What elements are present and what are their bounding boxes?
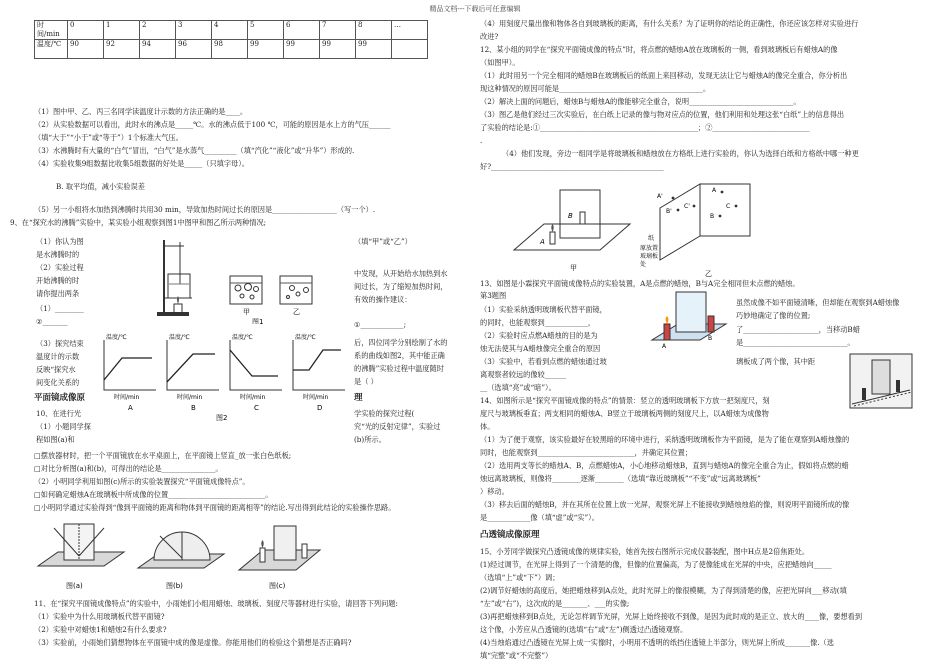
q8-line: （2）从实验数据可以看出，此时水的沸点是_____℃。水的沸点低于100 ℃，可能的原因是水上方的气压______ xyxy=(34,120,391,129)
table-cell: 7 xyxy=(320,21,356,40)
q12-line: （1）此时用另一个完全相同的蜡烛B在玻璃板后的纸面上来回移动，发现无法让它与蜡烛A的像完全重合，你分析出 xyxy=(480,71,848,80)
svg-text:纸: 纸 xyxy=(648,235,655,242)
fig-a-label: 图(a) xyxy=(66,582,83,590)
graph-xlabel: 时间/min xyxy=(240,394,266,401)
q14-line: 同时，也能观察到___________________________，并确定其位置； xyxy=(480,448,693,457)
q10-line: （2）小明同学利用如图(c)所示的实验装置探究“平面镜成像特点”。 xyxy=(34,477,250,486)
q8-line: （填“大于”“小于”或“等于”）1个标准大气压。 xyxy=(34,133,183,142)
table-cell xyxy=(392,40,428,59)
q10-line: □小明同学通过实验得到“像到平面镜的距离和物体到平面镜的距离相等”的结论.写出得到此结论的实验操作思路。 xyxy=(34,503,396,512)
q9-line: （2）实验过程 xyxy=(36,263,84,272)
q12-line: 12、某小组的同学在“探究平面镜成像的特点”时，将点燃的蜡烛A放在玻璃板的一侧，看到玻璃板后有蜡烛A的像 xyxy=(480,45,838,54)
q12-line: . xyxy=(480,136,483,145)
q10-line: □摆放器材时，把一个平面镜放在水平桌面上，在平面镜上竖直_放一张白色纸板; xyxy=(34,451,292,460)
q9-line: 是水沸腾时的 xyxy=(36,250,80,259)
q10-line: □如何确定蜡烛A在玻璃板中所成像的位置___________________________。 xyxy=(34,490,273,499)
q9-line: （1）你认为图 xyxy=(36,237,84,246)
graph-curve xyxy=(293,350,341,370)
q12-line: （4）他们发现，旁边一组同学是将玻璃板和蜡烛放在方格纸上进行实验的，你认为选择白纸和方格纸中哪一种更 xyxy=(502,149,859,158)
q14-line: （1）为了便于观察，该实验最好在较黑暗的环境中进行，采纳透明玻璃板作为平面镜，是为了能在观察到A蜡烛像的 xyxy=(480,435,850,444)
q9-line: 的沸腾”实验过程中温度随时 xyxy=(354,364,444,373)
graph-xlabel: 时间/min xyxy=(177,394,203,401)
table-row xyxy=(35,21,428,40)
q13-line: （1）实验采纳透明玻璃板代替平面镜， xyxy=(480,305,607,314)
figure-13 xyxy=(650,288,728,350)
fig-c-label: 图(c) xyxy=(269,582,286,590)
q11-line: （1）实验中为什么用玻璃板代替平面镜? xyxy=(34,612,165,621)
q9-line: （1）________ xyxy=(36,304,84,313)
q13-line: 了_____________________，当移动B蜡 xyxy=(736,325,860,334)
table-row xyxy=(35,40,428,59)
q14-line: （3）移去后面的蜡烛B，并在其所在位置上放一光屏，观察光屏上不能接收到蜡烛烛焰的像，则说明平面镜所成的像 xyxy=(480,500,850,509)
graph-B xyxy=(167,333,219,412)
q9-line: 反映“探究水 xyxy=(36,365,76,374)
q11-line: （4）用刻度尺量出像和物体各自到玻璃板的距离，有什么关系？为了证明你的结论的正确性，你还应该怎样对实验进行 xyxy=(480,19,859,28)
q12-line: （3）图乙是他们经过三次实验后，在白纸上记录的像与物对应点的位置，他们利用和处理这张“白纸”上的信息得出 xyxy=(480,110,845,119)
q9-line: 后，四位同学分别绘制了水的 xyxy=(354,338,448,347)
table-cell: 5 xyxy=(248,21,284,40)
q14-line: 体。 xyxy=(480,422,495,431)
q14-line: 是____________像（填“虚”或“实”）。 xyxy=(480,513,599,522)
svg-text:B: B xyxy=(568,212,573,220)
svg-text:C: C xyxy=(726,203,731,210)
table-cell: 2 xyxy=(140,21,176,40)
q12-line: （如图甲）。 xyxy=(480,58,520,67)
q10-line: （1）小题同学探 xyxy=(36,422,91,431)
table-cell: 0 xyxy=(68,21,104,40)
time-header: 时间/min xyxy=(35,21,68,40)
svg-text:A: A xyxy=(662,343,667,350)
svg-text:B: B xyxy=(708,335,713,342)
svg-text:B: B xyxy=(710,213,715,220)
q11-line: （2）实验中对蜡烛1和蜡烛2有什么要求? xyxy=(34,625,167,634)
q15-line: （选填“上”或“下”）调； xyxy=(480,573,560,582)
q11-line: 11、在“探究平面镜成像特点”的实验中，小雨她们小组用蜡烛、玻璃板、刻度尺等器材进行实验，请回答下列问题: xyxy=(34,599,398,608)
q10-line: (b)所示。 xyxy=(354,435,386,444)
q10-line: □对比分析图(a)和(b)，可得出的结论是_______________。 xyxy=(34,464,223,473)
svg-text:处: 处 xyxy=(640,261,647,268)
table-cell: 99 xyxy=(356,40,392,59)
q9-line: （3）探究结束 xyxy=(36,339,84,348)
q13-line: （2）实验时应点燃A蜡烛的目的是为 xyxy=(480,331,598,340)
q9-line: ②_______ xyxy=(36,317,68,326)
q12-line: 现这种情况的原因可能是________________________________________。 xyxy=(480,84,711,93)
table-cell: 99 xyxy=(248,40,284,59)
graph-ylabel: 温度/℃ xyxy=(232,334,253,341)
q15-line: 这个像，小芳应从凸透镜的(选填“右”或“左”)侧透过凸透镜观察。 xyxy=(480,625,688,634)
q10-line: 程如图(a)和 xyxy=(36,435,75,444)
q15-line: (1)经过调节，在光屏上得到了一个清楚的像，但像的位置偏高，为了使像能成在光屏的中央，应把蜡烛向_____ xyxy=(480,560,832,569)
page-header: 精品文档---下载后可任意编辑 xyxy=(429,5,521,13)
fig1-caption: 图1 xyxy=(252,318,264,324)
q11-line: 改进? xyxy=(480,32,499,41)
table-cell: 4 xyxy=(212,21,248,40)
q13-line: 烛无法使其与A蜡烛像完全重合的原因 xyxy=(480,344,601,353)
q9-line: 有效的操作建议： xyxy=(354,295,412,304)
q13-line: 是_____________________________。 xyxy=(736,338,855,347)
q10-line: 10、在进行光 xyxy=(36,409,82,418)
q14-line: 烛远离玻璃板，则像将________逐渐________（选填“靠近玻璃板”“不变”或“远离玻璃板” xyxy=(480,474,761,483)
q8-line: （3）水沸腾时有大量的“白气”冒出，“白气”是水蒸气_________（填“汽化”“液化”或“升华”）形成的. xyxy=(34,146,355,155)
q10-line: 学实验的探究过程( xyxy=(354,409,415,418)
q13-line: 离观察者较远的像较______ xyxy=(480,370,567,379)
q15-line: “左”或“右”)，这次成的是_______、___的实像; xyxy=(480,599,630,608)
fig1-label-yi: 乙 xyxy=(293,308,300,316)
q13-line: 第3题图 xyxy=(480,291,507,300)
table-cell: 99 xyxy=(320,40,356,59)
graph-curve xyxy=(167,354,215,382)
svg-text:B': B' xyxy=(666,208,672,215)
q14-line: 度尺与玻璃板垂直；两支相同的蜡烛A、B竖立于玻璃板两侧的刻度尺上，以A蜡烛为成像物 xyxy=(480,409,769,418)
q9-line: 间过长，为了缩短加热时间， xyxy=(354,282,448,291)
q14-line: ）移动。 xyxy=(480,487,509,496)
q9-line: 系的曲线如图2，其中能正确 xyxy=(354,351,445,360)
q14-line: 14、如图所示是“探究平面镜成像的特点”的情景：竖立的透明玻璃板下方放一把刻度尺，刻 xyxy=(480,396,770,405)
graph-D xyxy=(293,333,345,412)
q13-line: 璃板成了两个像，其中距 xyxy=(736,357,816,366)
graph-C xyxy=(230,333,282,412)
q9-line: ①____________; xyxy=(354,320,406,329)
q15-line: 15、小芳同学做探究凸透镜成像的规律实验，她首先按右图所示完成仪器装配，图中H点是2倍焦距处。 xyxy=(480,547,810,556)
section-title-mirror: 平面镜成像原 xyxy=(34,393,86,403)
q12-line: 好?________________________________________________ xyxy=(480,162,664,171)
q13-line: 虽然成像不如平面镜清晰，但却能在观察到A蜡烛像 xyxy=(736,298,900,307)
q13-line: 13、如图是小霖探究平面镜成像特点的实验装置，A是点燃的蜡烛，B与A完全相同但未点燃的蜡烛。 xyxy=(480,279,800,288)
q12-line: （2）解决上面的问题后，蜡烛B与蜡烛A的像能够完全重合，说明_____________________________。 xyxy=(480,97,801,106)
table-cell: 90 xyxy=(68,40,104,59)
svg-text:C': C' xyxy=(684,203,690,210)
table-cell: … xyxy=(392,21,428,40)
q15-line: (4)当烛焰通过凸透镜在光屏上成一实像时，小明用不透明的纸挡住透镜上半部分，则光屏上所成_______像.（选 xyxy=(480,638,834,647)
table-cell: 3 xyxy=(176,21,212,40)
section-title-lens: 凸透镜成像原理 xyxy=(480,530,540,540)
graph-ylabel: 温度/℃ xyxy=(295,334,316,341)
table-cell: 8 xyxy=(356,21,392,40)
graph-curve xyxy=(104,358,152,380)
q13-line: __（选填“亮”或“暗”）。 xyxy=(480,383,556,392)
q8-line: （1）图中甲、乙、丙三名同学读温度计示数的方法正确的是____。 xyxy=(34,107,248,116)
q8-line: （4）实验收集9组数据比收集5组数据的好处是_____（只填字母）。 xyxy=(34,159,249,168)
q13-line: （3）实验中，若看到点燃的蜡烛通过玻 xyxy=(480,357,607,366)
graph-xlabel: 时间/min xyxy=(303,394,329,401)
table-cell: 92 xyxy=(104,40,140,59)
table-cell: 98 xyxy=(212,40,248,59)
q8-option: B. 取平均值，减小实验误差 xyxy=(56,182,145,191)
fig2-caption: 图2 xyxy=(216,414,228,422)
q9-line: 请你提出两条 xyxy=(36,289,80,298)
section-title-mirror-end: 理 xyxy=(354,393,363,403)
graph-A xyxy=(104,333,156,412)
q15-line: 填“完整”或“不完整”） xyxy=(480,651,553,660)
graph-xlabel: 时间/min xyxy=(114,394,140,401)
graph-ylabel: 温度/℃ xyxy=(169,334,190,341)
graph-ylabel: 温度/℃ xyxy=(106,334,127,341)
q10-line: 究“光的反射定律”，实验过 xyxy=(354,422,441,431)
graph-letter: A xyxy=(128,404,133,412)
q9-line: 温度计的示数 xyxy=(36,352,80,361)
temperature-table xyxy=(34,20,428,59)
svg-text:A: A xyxy=(540,238,545,246)
figure-2-graphs xyxy=(98,332,350,422)
q14-line: （2）选用两支等长的蜡烛A、B，点燃蜡烛A，小心地移动蜡烛B，直到与蜡烛A的像完全重合为止，假如将点燃的蜡 xyxy=(480,461,849,470)
table-cell: 96 xyxy=(176,40,212,59)
fig-b-label: 图(b) xyxy=(166,582,183,590)
fig12-jia-label: 甲 xyxy=(570,264,577,272)
figure-abc xyxy=(34,518,324,596)
temp-header: 温度/℃ xyxy=(35,40,68,59)
table-cell: 1 xyxy=(104,21,140,40)
fig1-label-jia: 甲 xyxy=(243,308,250,316)
q12-line: 了实验的结论是:①____________________________________________；②___________________________ xyxy=(480,123,810,132)
q11-line: （3）实验前，小雨她们猜想物体在平面镜中成的像是虚像。你能用他们的检验这个猜想是否正确吗? xyxy=(34,638,352,647)
svg-text:A: A xyxy=(712,187,717,194)
graph-letter: B xyxy=(191,404,196,412)
figure-12 xyxy=(510,178,760,280)
q9-line: 中发现，从开始给水加热到水 xyxy=(354,269,448,278)
q8-line: （5）另一小组将水加热到沸腾时共用30 min，导致加热时间过长的原因是__________________（写一个）. xyxy=(34,205,376,214)
graph-letter: C xyxy=(254,404,259,412)
svg-text:原放置: 原放置 xyxy=(640,245,659,252)
svg-text:A': A' xyxy=(657,193,663,200)
q9-line: （填“甲”或“乙”） xyxy=(354,237,412,246)
graph-curve xyxy=(230,350,278,376)
q9-line: 是（ ） xyxy=(354,377,378,386)
fig12-yi-label: 乙 xyxy=(705,270,712,278)
q9-line: 开始沸腾的时 xyxy=(36,276,80,285)
graph-letter: D xyxy=(317,404,323,412)
q13-line: 巧妙地确定了像的位置; xyxy=(736,311,811,320)
table-cell: 6 xyxy=(284,21,320,40)
table-cell: 94 xyxy=(140,40,176,59)
figure-1-beakers xyxy=(152,232,327,324)
svg-text:玻璃板: 玻璃板 xyxy=(640,253,659,260)
q9-line: 间变化关系的 xyxy=(36,378,80,387)
figure-14 xyxy=(846,350,916,410)
table-cell: 99 xyxy=(284,40,320,59)
q15-line: (2)调节好蜡烛的高度后，她把蜡烛移到A点处，此时光屏上的像很模糊，为了得到清楚的像，应把光屏向___移动(填 xyxy=(480,586,847,595)
q9-title: 9、在“探究水的沸腾”实验中，某实验小组观察到图1中图甲和图乙所示两种情况; xyxy=(10,218,267,227)
q13-line: 的同时，也能观察到____________， xyxy=(480,318,596,327)
q15-line: (3)再把蜡烛移到B点处，无论怎样调节光屏，光屏上始终接收不到像，是因为此时成的是正立、放大的____像，要想看到 xyxy=(480,612,863,621)
